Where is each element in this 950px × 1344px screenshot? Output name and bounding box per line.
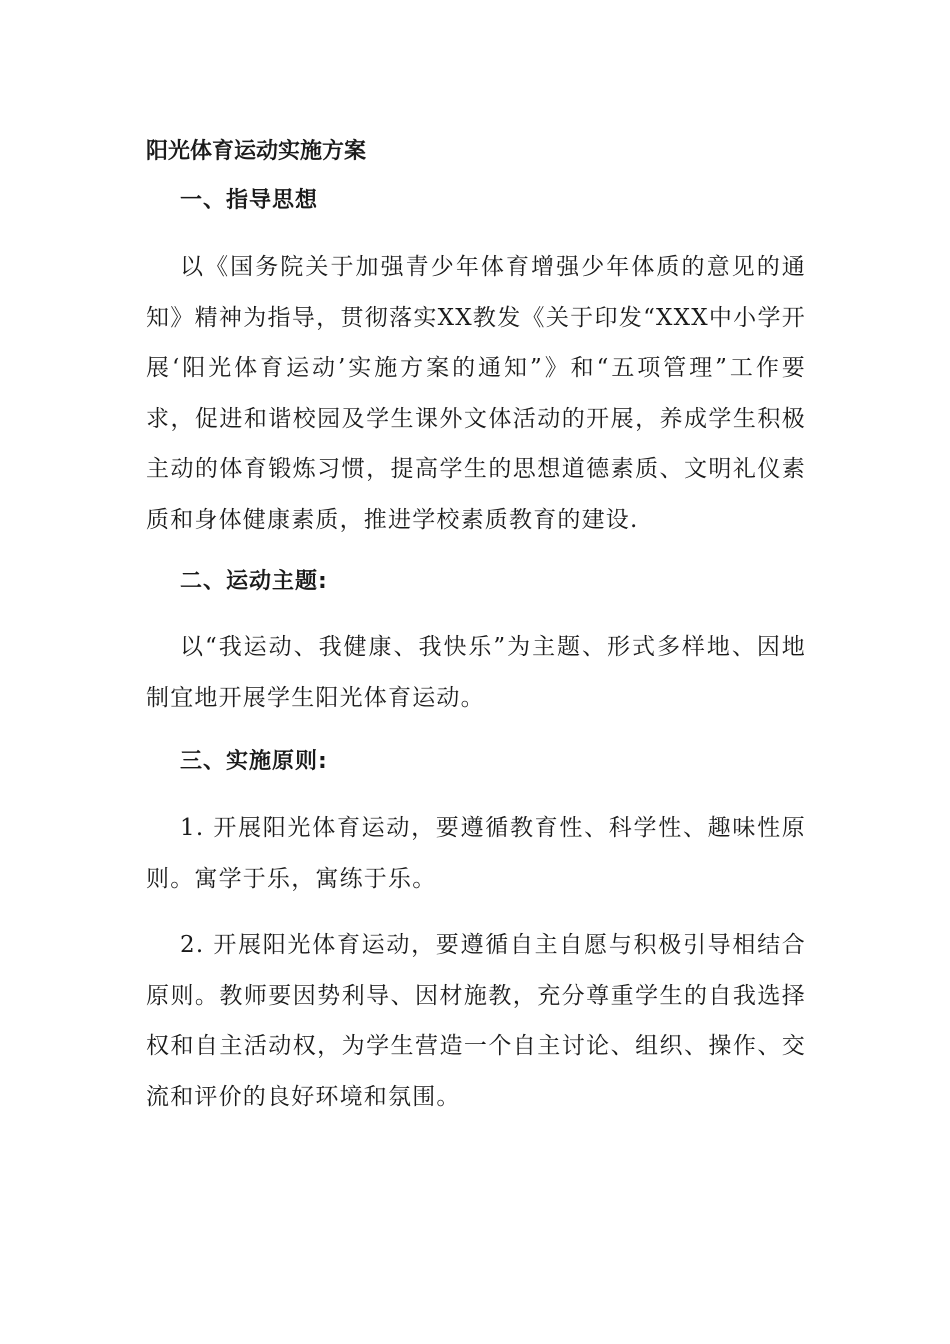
section-heading-principles: 三、实施原则:	[180, 749, 328, 774]
paragraph-principle-2: 2. 开展阳光体育运动，要遵循自主自愿与积极引导相结合原则。教师要因势利导、因材施教，充分尊重学生的自我选择权和自主活动权，为学生营造一个自主讨论、组织、操作、交流和评价的良好环境和氛围。	[146, 932, 806, 1110]
section-heading-guiding-ideology: 一、指导思想	[180, 188, 319, 213]
paragraph-principle-1: 1. 开展阳光体育运动，要遵循教育性、科学性、趣味性原则。寓学于乐，寓练于乐。	[146, 815, 806, 892]
paragraph-guiding-ideology: 以《国务院关于加强青少年体育增强少年体质的意见的通知》精神为指导，贯彻落实XX教发《关于印发“XXX中小学开展‘阳光体育运动’实施方案的通知”》和“五项管理”工作要求，促进和谐校园及学生课外文体活动的开展，养成学生积极主动的体育锻炼习惯，提高学生的思想道德素质、文明礼仪素质和身体健康素质，推进学校素质教育的建设.	[146, 254, 806, 533]
section-heading-theme: 二、运动主题:	[180, 569, 328, 594]
document-title: 阳光体育运动实施方案	[146, 139, 367, 164]
paragraph-theme: 以“我运动、我健康、我快乐”为主题、形式多样地、因地制宜地开展学生阳光体育运动。	[146, 634, 806, 711]
